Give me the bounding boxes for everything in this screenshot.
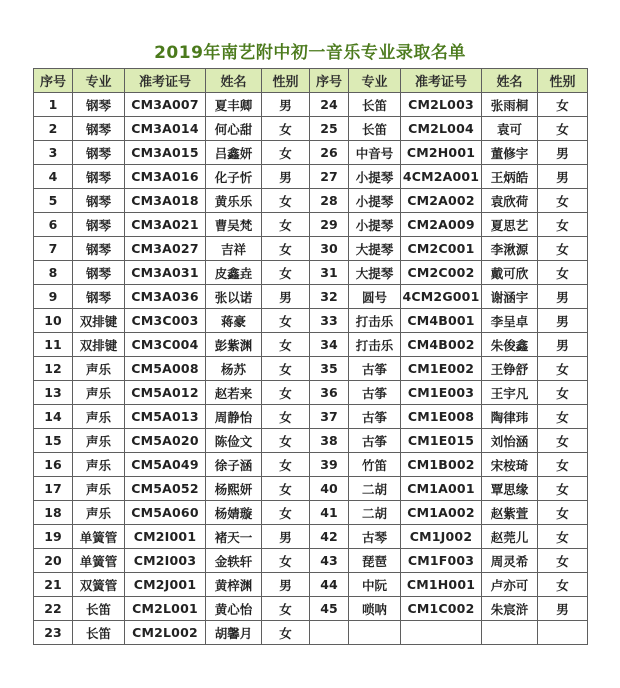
right-major-cell: 琵琶	[349, 549, 401, 573]
left-gender-cell: 女	[262, 237, 310, 261]
left-index-cell: 18	[34, 501, 73, 525]
left-gender-cell: 女	[262, 477, 310, 501]
right-index-cell: 24	[310, 93, 349, 117]
header-gender-right: 性别	[538, 69, 588, 93]
right-index-cell: 42	[310, 525, 349, 549]
right-index-cell: 28	[310, 189, 349, 213]
left-index-cell: 14	[34, 405, 73, 429]
right-major-cell: 古筝	[349, 381, 401, 405]
right-major-cell: 长笛	[349, 117, 401, 141]
left-major-cell: 声乐	[73, 405, 125, 429]
left-index-cell: 3	[34, 141, 73, 165]
right-major-cell: 小提琴	[349, 189, 401, 213]
right-gender-cell: 男	[538, 309, 588, 333]
right-gender-cell: 女	[538, 357, 588, 381]
left-major-cell: 双排键	[73, 333, 125, 357]
left-major-cell: 钢琴	[73, 237, 125, 261]
right-exam-id-cell: CM1E015	[401, 429, 482, 453]
left-index-cell: 12	[34, 357, 73, 381]
right-name-cell: 袁可	[482, 117, 538, 141]
left-index-cell: 1	[34, 93, 73, 117]
left-name-cell: 褚天一	[206, 525, 262, 549]
left-gender-cell: 女	[262, 261, 310, 285]
right-gender-cell: 女	[538, 189, 588, 213]
right-exam-id-cell: CM2H001	[401, 141, 482, 165]
left-exam-id-cell: CM3C003	[125, 309, 206, 333]
left-name-cell: 皮鑫垚	[206, 261, 262, 285]
left-name-cell: 张以诺	[206, 285, 262, 309]
left-name-cell: 蒋豪	[206, 309, 262, 333]
right-exam-id-cell: CM1J002	[401, 525, 482, 549]
header-name-left: 姓名	[206, 69, 262, 93]
right-name-cell: 宋桉琦	[482, 453, 538, 477]
right-index-cell: 30	[310, 237, 349, 261]
left-major-cell: 声乐	[73, 429, 125, 453]
right-exam-id-cell: CM2L004	[401, 117, 482, 141]
header-index-right: 序号	[310, 69, 349, 93]
left-name-cell: 徐子涵	[206, 453, 262, 477]
table-row	[34, 117, 588, 141]
right-major-cell: 大提琴	[349, 261, 401, 285]
left-exam-id-cell: CM2L002	[125, 621, 206, 645]
right-gender-cell: 女	[538, 429, 588, 453]
left-name-cell: 胡馨月	[206, 621, 262, 645]
left-index-cell: 8	[34, 261, 73, 285]
left-major-cell: 钢琴	[73, 165, 125, 189]
left-index-cell: 16	[34, 453, 73, 477]
right-exam-id-cell: CM2A002	[401, 189, 482, 213]
right-name-cell: 朱宸浒	[482, 597, 538, 621]
left-exam-id-cell: CM2I003	[125, 549, 206, 573]
right-name-cell: 覃思缘	[482, 477, 538, 501]
right-major-cell	[349, 621, 401, 645]
left-major-cell: 单簧管	[73, 549, 125, 573]
left-index-cell: 23	[34, 621, 73, 645]
right-gender-cell	[538, 621, 588, 645]
left-gender-cell: 女	[262, 405, 310, 429]
right-major-cell: 打击乐	[349, 333, 401, 357]
right-major-cell: 古琴	[349, 525, 401, 549]
table-row	[34, 189, 588, 213]
right-gender-cell: 男	[538, 165, 588, 189]
table-row	[34, 141, 588, 165]
right-name-cell: 李湫源	[482, 237, 538, 261]
left-name-cell: 金轶轩	[206, 549, 262, 573]
table-row	[34, 165, 588, 189]
right-gender-cell: 女	[538, 573, 588, 597]
right-major-cell: 古筝	[349, 405, 401, 429]
left-exam-id-cell: CM5A052	[125, 477, 206, 501]
table-row	[34, 621, 588, 645]
right-exam-id-cell: CM4B002	[401, 333, 482, 357]
left-major-cell: 钢琴	[73, 261, 125, 285]
right-name-cell: 卢亦可	[482, 573, 538, 597]
right-major-cell: 圆号	[349, 285, 401, 309]
right-index-cell: 40	[310, 477, 349, 501]
right-index-cell: 29	[310, 213, 349, 237]
left-exam-id-cell: CM2J001	[125, 573, 206, 597]
left-gender-cell: 男	[262, 165, 310, 189]
left-exam-id-cell: CM3A007	[125, 93, 206, 117]
left-index-cell: 10	[34, 309, 73, 333]
right-index-cell: 39	[310, 453, 349, 477]
table-row	[34, 261, 588, 285]
table-row	[34, 333, 588, 357]
right-name-cell: 谢涵宇	[482, 285, 538, 309]
right-major-cell: 古筝	[349, 429, 401, 453]
left-gender-cell: 女	[262, 117, 310, 141]
right-exam-id-cell: 4CM2A001	[401, 165, 482, 189]
right-exam-id-cell: CM1A001	[401, 477, 482, 501]
right-major-cell: 古筝	[349, 357, 401, 381]
left-major-cell: 钢琴	[73, 117, 125, 141]
left-index-cell: 20	[34, 549, 73, 573]
right-index-cell: 45	[310, 597, 349, 621]
left-name-cell: 杨苏	[206, 357, 262, 381]
right-gender-cell: 女	[538, 405, 588, 429]
right-gender-cell: 女	[538, 261, 588, 285]
right-exam-id-cell: CM2C001	[401, 237, 482, 261]
right-exam-id-cell: CM1F003	[401, 549, 482, 573]
table-row	[34, 525, 588, 549]
left-gender-cell: 女	[262, 189, 310, 213]
left-name-cell: 吉祥	[206, 237, 262, 261]
table-row	[34, 237, 588, 261]
left-index-cell: 6	[34, 213, 73, 237]
left-exam-id-cell: CM3A018	[125, 189, 206, 213]
right-exam-id-cell: CM1E003	[401, 381, 482, 405]
right-gender-cell: 女	[538, 237, 588, 261]
left-gender-cell: 女	[262, 621, 310, 645]
right-major-cell: 竹笛	[349, 453, 401, 477]
right-major-cell: 打击乐	[349, 309, 401, 333]
left-name-cell: 黄乐乐	[206, 189, 262, 213]
left-major-cell: 声乐	[73, 381, 125, 405]
table-row	[34, 477, 588, 501]
header-major-right: 专业	[349, 69, 401, 93]
left-index-cell: 4	[34, 165, 73, 189]
right-major-cell: 中音号	[349, 141, 401, 165]
left-exam-id-cell: CM5A008	[125, 357, 206, 381]
right-index-cell: 43	[310, 549, 349, 573]
left-gender-cell: 女	[262, 549, 310, 573]
right-name-cell: 王铮舒	[482, 357, 538, 381]
right-name-cell: 夏思艺	[482, 213, 538, 237]
left-name-cell: 化子忻	[206, 165, 262, 189]
left-exam-id-cell: CM2L001	[125, 597, 206, 621]
left-major-cell: 长笛	[73, 621, 125, 645]
right-name-cell: 赵紫萱	[482, 501, 538, 525]
right-exam-id-cell	[401, 621, 482, 645]
left-gender-cell: 女	[262, 141, 310, 165]
left-major-cell: 钢琴	[73, 141, 125, 165]
table-row	[34, 573, 588, 597]
left-index-cell: 22	[34, 597, 73, 621]
right-exam-id-cell: CM2L003	[401, 93, 482, 117]
left-index-cell: 13	[34, 381, 73, 405]
right-major-cell: 唢呐	[349, 597, 401, 621]
right-exam-id-cell: 4CM2G001	[401, 285, 482, 309]
left-gender-cell: 女	[262, 333, 310, 357]
table-header-row	[34, 69, 588, 93]
left-exam-id-cell: CM3A021	[125, 213, 206, 237]
left-index-cell: 7	[34, 237, 73, 261]
left-index-cell: 15	[34, 429, 73, 453]
left-exam-id-cell: CM3A031	[125, 261, 206, 285]
left-exam-id-cell: CM3A015	[125, 141, 206, 165]
right-exam-id-cell: CM1E002	[401, 357, 482, 381]
left-major-cell: 钢琴	[73, 93, 125, 117]
left-name-cell: 彭紫渊	[206, 333, 262, 357]
right-major-cell: 小提琴	[349, 165, 401, 189]
left-major-cell: 双簧管	[73, 573, 125, 597]
left-name-cell: 曹吴梵	[206, 213, 262, 237]
right-gender-cell: 男	[538, 285, 588, 309]
left-gender-cell: 女	[262, 381, 310, 405]
right-gender-cell: 男	[538, 333, 588, 357]
right-name-cell: 董修宇	[482, 141, 538, 165]
right-gender-cell: 男	[538, 597, 588, 621]
left-gender-cell: 女	[262, 597, 310, 621]
right-name-cell: 陶律玮	[482, 405, 538, 429]
left-gender-cell: 男	[262, 285, 310, 309]
left-major-cell: 钢琴	[73, 285, 125, 309]
right-gender-cell: 女	[538, 477, 588, 501]
left-gender-cell: 女	[262, 309, 310, 333]
right-name-cell: 李呈卓	[482, 309, 538, 333]
right-major-cell: 小提琴	[349, 213, 401, 237]
table-row	[34, 429, 588, 453]
left-name-cell: 陈俭文	[206, 429, 262, 453]
right-name-cell: 赵莞儿	[482, 525, 538, 549]
right-name-cell: 朱俊鑫	[482, 333, 538, 357]
left-index-cell: 2	[34, 117, 73, 141]
table-row	[34, 453, 588, 477]
right-major-cell: 中阮	[349, 573, 401, 597]
right-gender-cell: 女	[538, 381, 588, 405]
header-name-right: 姓名	[482, 69, 538, 93]
right-index-cell: 25	[310, 117, 349, 141]
left-index-cell: 19	[34, 525, 73, 549]
right-index-cell: 33	[310, 309, 349, 333]
left-index-cell: 21	[34, 573, 73, 597]
left-exam-id-cell: CM3C004	[125, 333, 206, 357]
left-exam-id-cell: CM5A012	[125, 381, 206, 405]
left-major-cell: 声乐	[73, 477, 125, 501]
left-exam-id-cell: CM5A013	[125, 405, 206, 429]
left-name-cell: 周静怡	[206, 405, 262, 429]
table-row	[34, 285, 588, 309]
header-major-left: 专业	[73, 69, 125, 93]
right-name-cell: 王炳皓	[482, 165, 538, 189]
left-gender-cell: 女	[262, 501, 310, 525]
left-major-cell: 声乐	[73, 453, 125, 477]
right-name-cell: 张雨桐	[482, 93, 538, 117]
table-row	[34, 501, 588, 525]
right-name-cell: 戴可欣	[482, 261, 538, 285]
table-row	[34, 405, 588, 429]
right-gender-cell: 女	[538, 501, 588, 525]
right-name-cell: 袁欣荷	[482, 189, 538, 213]
left-exam-id-cell: CM3A014	[125, 117, 206, 141]
left-name-cell: 吕鑫妍	[206, 141, 262, 165]
header-index-left: 序号	[34, 69, 73, 93]
left-exam-id-cell: CM5A060	[125, 501, 206, 525]
left-major-cell: 双排键	[73, 309, 125, 333]
left-gender-cell: 男	[262, 93, 310, 117]
right-index-cell: 35	[310, 357, 349, 381]
table-row	[34, 381, 588, 405]
table-row	[34, 93, 588, 117]
right-exam-id-cell: CM2A009	[401, 213, 482, 237]
right-gender-cell: 女	[538, 525, 588, 549]
right-gender-cell: 女	[538, 453, 588, 477]
left-major-cell: 单簧管	[73, 525, 125, 549]
right-major-cell: 二胡	[349, 477, 401, 501]
left-name-cell: 何心甜	[206, 117, 262, 141]
right-index-cell: 38	[310, 429, 349, 453]
left-index-cell: 5	[34, 189, 73, 213]
left-index-cell: 17	[34, 477, 73, 501]
right-index-cell: 44	[310, 573, 349, 597]
left-exam-id-cell: CM3A036	[125, 285, 206, 309]
left-name-cell: 黄心怡	[206, 597, 262, 621]
left-gender-cell: 女	[262, 453, 310, 477]
right-index-cell: 32	[310, 285, 349, 309]
table-row	[34, 309, 588, 333]
left-gender-cell: 男	[262, 573, 310, 597]
right-index-cell: 31	[310, 261, 349, 285]
right-index-cell: 41	[310, 501, 349, 525]
left-index-cell: 9	[34, 285, 73, 309]
right-index-cell: 27	[310, 165, 349, 189]
right-major-cell: 长笛	[349, 93, 401, 117]
left-exam-id-cell: CM5A049	[125, 453, 206, 477]
right-major-cell: 大提琴	[349, 237, 401, 261]
table-row	[34, 213, 588, 237]
header-exam-id-right: 准考证号	[401, 69, 482, 93]
right-name-cell: 王宇凡	[482, 381, 538, 405]
left-gender-cell: 女	[262, 213, 310, 237]
header-gender-left: 性别	[262, 69, 310, 93]
left-exam-id-cell: CM3A016	[125, 165, 206, 189]
left-major-cell: 声乐	[73, 501, 125, 525]
left-name-cell: 夏丰卿	[206, 93, 262, 117]
table-row	[34, 597, 588, 621]
left-name-cell: 黄梓渊	[206, 573, 262, 597]
left-major-cell: 钢琴	[73, 189, 125, 213]
right-gender-cell: 男	[538, 141, 588, 165]
right-exam-id-cell: CM1B002	[401, 453, 482, 477]
left-exam-id-cell: CM3A027	[125, 237, 206, 261]
right-index-cell	[310, 621, 349, 645]
right-exam-id-cell: CM1A002	[401, 501, 482, 525]
table-row	[34, 357, 588, 381]
left-name-cell: 杨熙妍	[206, 477, 262, 501]
left-major-cell: 声乐	[73, 357, 125, 381]
left-gender-cell: 男	[262, 525, 310, 549]
left-gender-cell: 女	[262, 357, 310, 381]
left-name-cell: 赵若来	[206, 381, 262, 405]
right-index-cell: 34	[310, 333, 349, 357]
left-major-cell: 长笛	[73, 597, 125, 621]
admission-table	[33, 68, 588, 645]
right-name-cell	[482, 621, 538, 645]
right-index-cell: 26	[310, 141, 349, 165]
left-major-cell: 钢琴	[73, 213, 125, 237]
right-exam-id-cell: CM1C002	[401, 597, 482, 621]
right-exam-id-cell: CM1E008	[401, 405, 482, 429]
right-gender-cell: 女	[538, 117, 588, 141]
right-exam-id-cell: CM2C002	[401, 261, 482, 285]
right-index-cell: 37	[310, 405, 349, 429]
right-gender-cell: 女	[538, 213, 588, 237]
right-index-cell: 36	[310, 381, 349, 405]
right-major-cell: 二胡	[349, 501, 401, 525]
right-exam-id-cell: CM1H001	[401, 573, 482, 597]
right-name-cell: 刘怡涵	[482, 429, 538, 453]
left-name-cell: 杨婧璇	[206, 501, 262, 525]
left-index-cell: 11	[34, 333, 73, 357]
left-exam-id-cell: CM5A020	[125, 429, 206, 453]
right-gender-cell: 女	[538, 549, 588, 573]
page-title: 2019年南艺附中初一音乐专业录取名单	[154, 43, 466, 63]
right-gender-cell: 女	[538, 93, 588, 117]
right-exam-id-cell: CM4B001	[401, 309, 482, 333]
left-exam-id-cell: CM2I001	[125, 525, 206, 549]
right-name-cell: 周灵希	[482, 549, 538, 573]
table-row	[34, 549, 588, 573]
left-gender-cell: 女	[262, 429, 310, 453]
header-exam-id-left: 准考证号	[125, 69, 206, 93]
